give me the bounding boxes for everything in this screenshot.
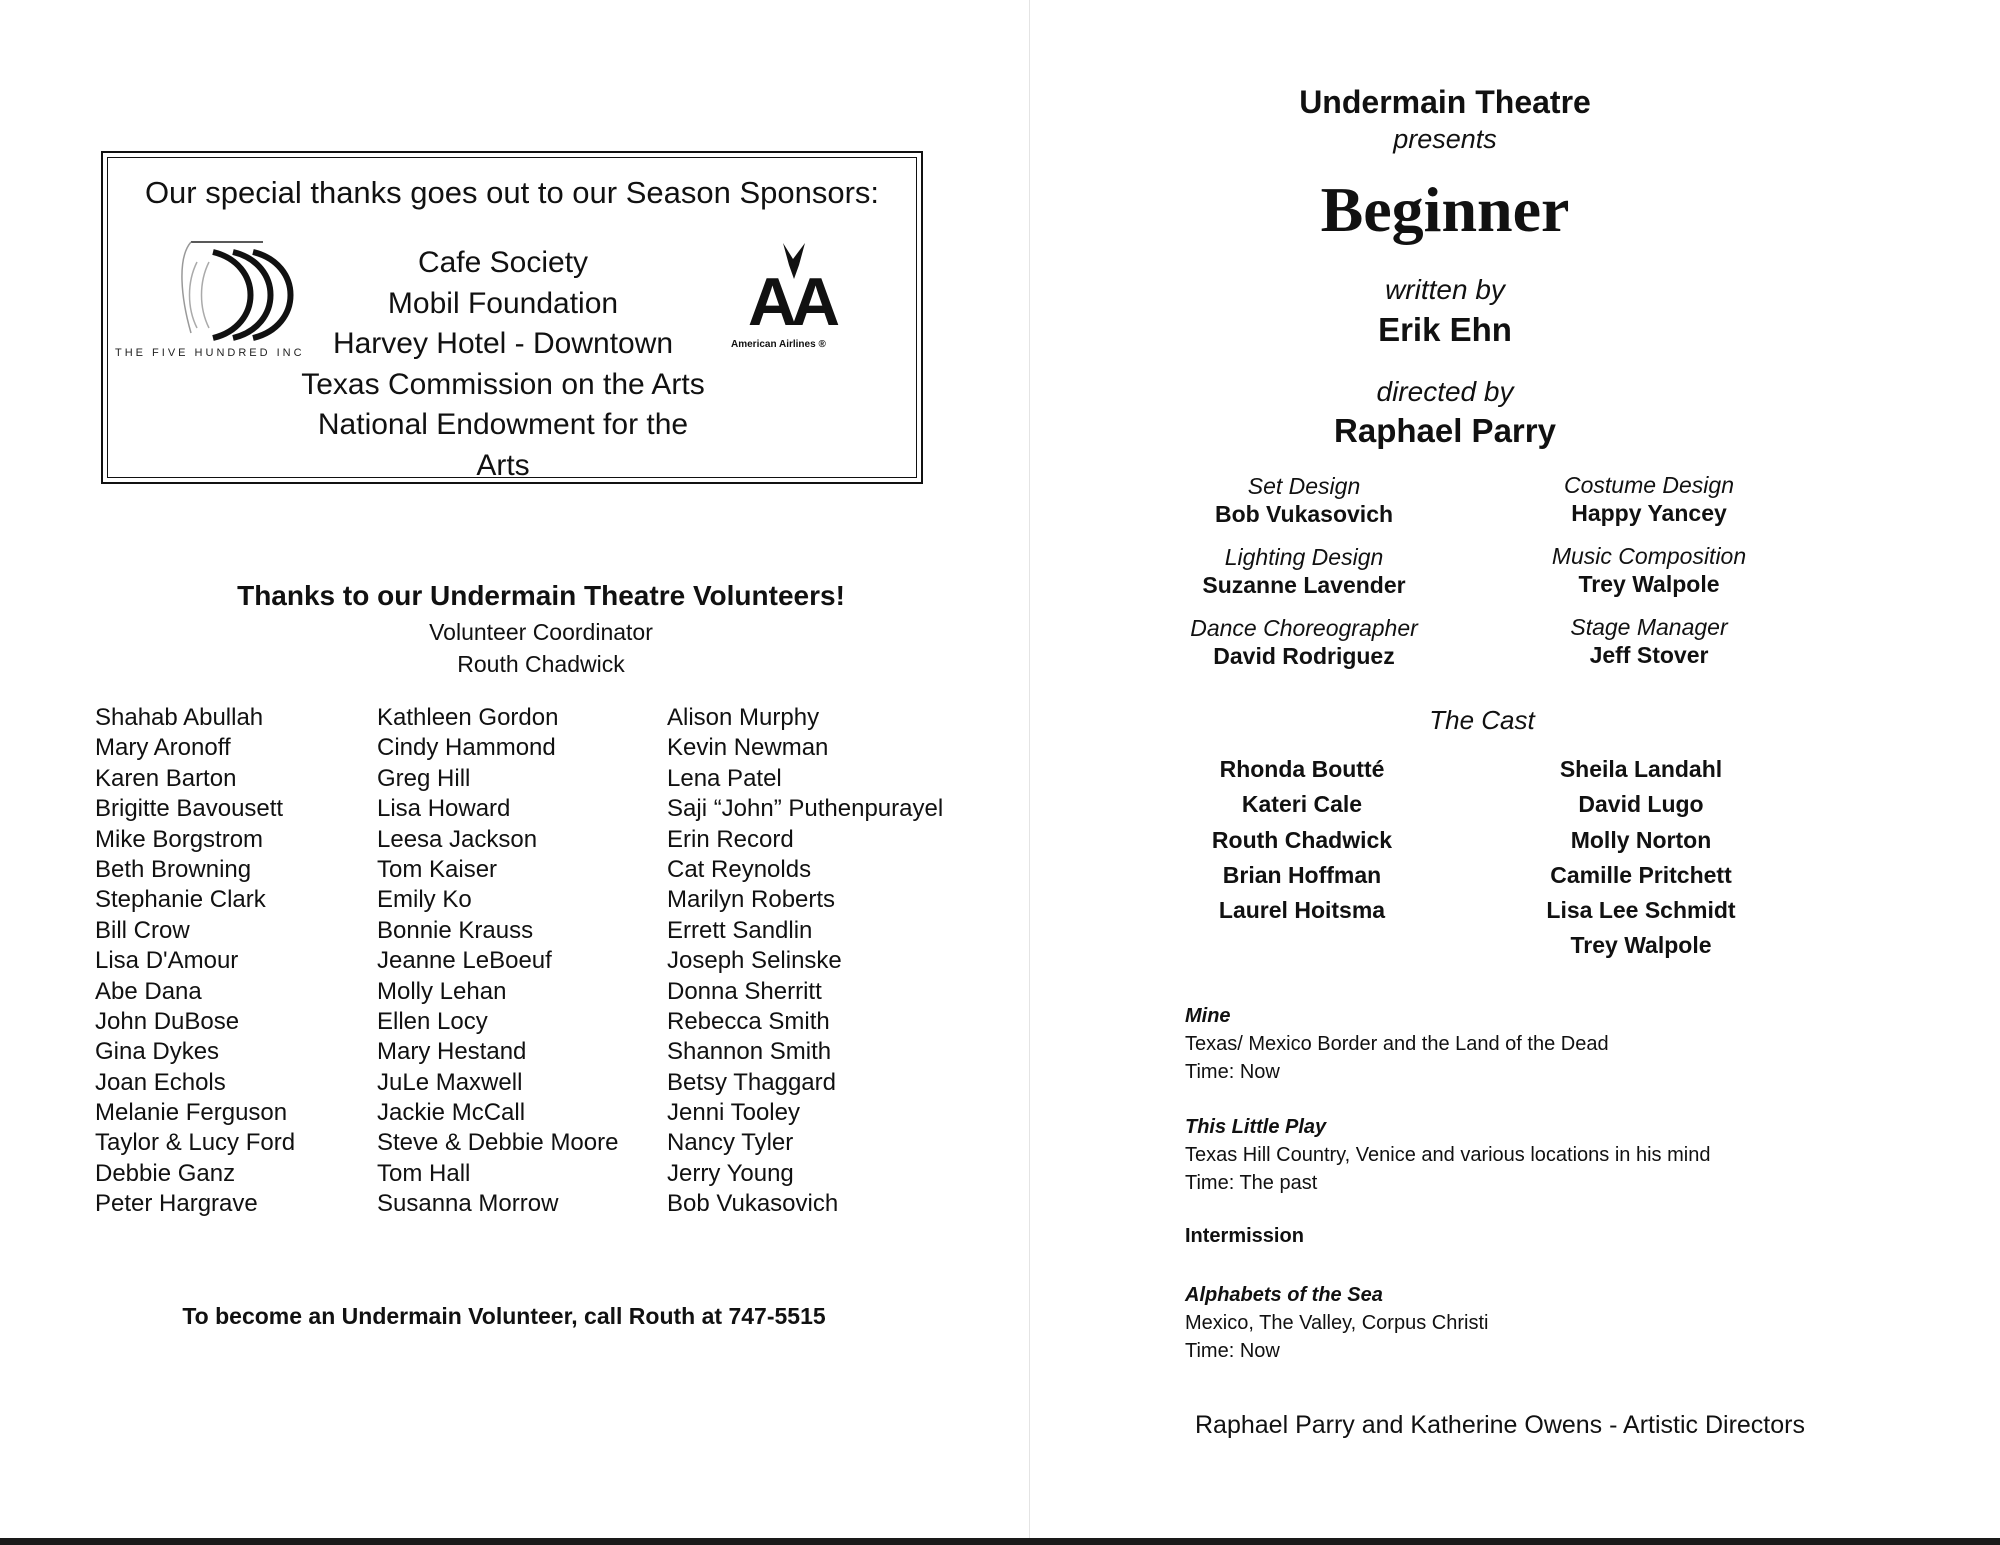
credit-set-design [1144, 472, 1464, 528]
volunteer-name: Bob Vukasovich [667, 1190, 839, 1218]
volunteer-name: Taylor & Lucy Ford [95, 1129, 296, 1157]
credit-name: David Rodriguez [1213, 643, 1395, 669]
scene-setting: Mexico, The Valley, Corpus Christi [1185, 1312, 1489, 1334]
cast-member: Brian Hoffman [1222, 861, 1382, 888]
volunteer-name: Jackie McCall [377, 1099, 526, 1127]
volunteer-name: Steve & Debbie Moore [377, 1129, 619, 1157]
volunteer-name: Lisa Howard [377, 795, 511, 823]
coordinator-name: Routh Chadwick [457, 651, 625, 677]
volunteer-name: Ellen Locy [377, 1007, 488, 1035]
title-block [1030, 0, 1860, 480]
volunteer-name: Joan Echols [95, 1068, 226, 1096]
volunteer-name: Bill Crow [95, 916, 190, 944]
artistic-directors: Raphael Parry and Katherine Owens - Artistic Directors [1195, 1411, 1805, 1439]
credit-costume-design [1489, 471, 1809, 527]
volunteer-column-3 [667, 703, 943, 1220]
cast-member: Laurel Hoitsma [1218, 897, 1386, 924]
cast-member: Camille Pritchett [1550, 861, 1732, 888]
credit-lighting-design [1144, 543, 1464, 599]
volunteer-name: Emily Ko [377, 886, 472, 914]
aa-logo-letters: AA [747, 264, 835, 340]
volunteer-name: Susanna Morrow [377, 1190, 559, 1218]
volunteer-name: Tom Kaiser [377, 855, 498, 883]
volunteer-name: Tom Hall [377, 1159, 471, 1187]
volunteer-name: Rebecca Smith [667, 1007, 830, 1035]
credit-name: Jeff Stover [1589, 642, 1709, 668]
volunteer-name: Lena Patel [667, 764, 782, 792]
volunteer-coordinator [0, 616, 1082, 680]
volunteer-name: Cat Reynolds [667, 855, 812, 883]
scan-bottom-edge [0, 1538, 2000, 1545]
writer-name: Erik Ehn [1378, 311, 1512, 348]
cast-member: Routh Chadwick [1211, 826, 1393, 853]
scene-title: This Little Play [1185, 1116, 1327, 1138]
credit-role: Costume Design [1563, 472, 1735, 498]
volunteers-heading: Thanks to our Undermain Theatre Volunteers! [237, 580, 845, 611]
scene-mine [1185, 1002, 1965, 1086]
credit-dance-choreographer [1144, 614, 1464, 670]
coordinator-label: Volunteer Coordinator [429, 619, 653, 645]
cast-label: The Cast [1429, 705, 1535, 735]
aa-logo-text: American Airlines ® [731, 339, 826, 350]
volunteer-name: Bonnie Krauss [377, 916, 534, 944]
cast-member: Lisa Lee Schmidt [1546, 897, 1736, 924]
sponsor-item: Cafe Society [417, 246, 589, 279]
cast-column-right [1471, 752, 1811, 964]
cast-member: Kateri Cale [1241, 791, 1363, 818]
sponsor-list [293, 243, 713, 486]
credit-role: Stage Manager [1570, 614, 1728, 640]
volunteer-name: Betsy Thaggard [667, 1068, 836, 1096]
american-airlines-logo [731, 241, 861, 351]
volunteer-name: JuLe Maxwell [377, 1068, 523, 1096]
cast-member: Sheila Landahl [1559, 756, 1723, 782]
credit-name: Bob Vukasovich [1214, 501, 1394, 527]
volunteer-name: Beth Browning [95, 855, 252, 883]
credit-role: Music Composition [1551, 543, 1747, 569]
volunteer-name: Peter Hargrave [95, 1190, 258, 1218]
sponsor-item: Mobil Foundation [387, 286, 619, 320]
credit-name: Happy Yancey [1571, 500, 1727, 526]
volunteer-name: Mary Aronoff [95, 734, 231, 762]
scene-time: Time: Now [1185, 1340, 1280, 1362]
intermission: Intermission [1185, 1225, 1304, 1247]
volunteer-name: Nancy Tyler [667, 1129, 794, 1157]
five-hundred-logo-text: THE FIVE HUNDRED INC [115, 347, 305, 359]
scene-setting: Texas/ Mexico Border and the Land of the Dead [1185, 1033, 1609, 1055]
presents-label: presents [1393, 124, 1497, 154]
volunteer-name: Shannon Smith [667, 1038, 832, 1066]
volunteer-name: Jerry Young [667, 1159, 794, 1187]
volunteer-name: Saji “John” Puthenpurayel [667, 795, 944, 823]
scene-time: Time: Now [1185, 1061, 1280, 1083]
credit-name: Suzanne Lavender [1202, 572, 1406, 598]
scene-this-little-play [1185, 1113, 1965, 1197]
volunteer-name: Brigitte Bavousett [95, 795, 284, 823]
volunteer-name: Erin Record [667, 825, 794, 853]
cast-member: Rhonda Boutté [1219, 756, 1385, 782]
cast-column-left [1132, 752, 1472, 928]
cast-member: Molly Norton [1570, 826, 1712, 853]
scene-alphabets-of-the-sea [1185, 1281, 1965, 1365]
volunteer-name: Greg Hill [377, 764, 471, 792]
volunteer-name: Melanie Ferguson [95, 1099, 288, 1127]
volunteer-column-2 [377, 703, 618, 1220]
volunteer-name: Jenni Tooley [667, 1099, 800, 1127]
volunteer-call-to-action: To become an Undermain Volunteer, call Routh at 747-5515 [182, 1303, 826, 1329]
presenter: Undermain Theatre [1299, 84, 1591, 120]
volunteer-name: Mike Borgstrom [95, 825, 264, 853]
volunteer-name: Donna Sherritt [667, 977, 822, 1005]
volunteer-name: Stephanie Clark [95, 886, 266, 914]
sponsor-item: Texas Commission on the Arts [301, 367, 705, 401]
volunteer-name: Marilyn Roberts [667, 886, 836, 914]
volunteer-name: Kathleen Gordon [377, 704, 559, 731]
credit-stage-manager [1489, 613, 1809, 669]
volunteer-name: Kevin Newman [667, 734, 829, 762]
directed-by-label: directed by [1376, 376, 1514, 407]
credit-music-composition [1489, 542, 1809, 598]
scene-title: Mine [1185, 1005, 1231, 1027]
volunteer-name: Jeanne LeBoeuf [377, 947, 552, 975]
volunteer-name: Joseph Selinske [667, 947, 842, 975]
volunteer-name: Molly Lehan [377, 977, 507, 1005]
volunteer-name: Debbie Ganz [95, 1159, 236, 1187]
director-name: Raphael Parry [1334, 412, 1556, 449]
volunteer-name: Gina Dykes [95, 1038, 220, 1066]
volunteer-name: Abe Dana [95, 977, 202, 1005]
scene-setting: Texas Hill Country, Venice and various locations in his mind [1185, 1144, 1711, 1166]
cast-member: David Lugo [1578, 791, 1704, 818]
play-title: Beginner [1320, 174, 1570, 245]
scene-time: Time: The past [1185, 1172, 1318, 1194]
volunteer-name: John DuBose [95, 1007, 240, 1035]
volunteer-name: Lisa D'Amour [95, 947, 239, 975]
sponsor-box [101, 151, 923, 484]
cast-member: Trey Walpole [1570, 932, 1712, 959]
volunteer-name: Errett Sandlin [667, 916, 813, 944]
volunteer-name: Alison Murphy [667, 704, 820, 731]
credit-role: Set Design [1247, 473, 1361, 499]
volunteer-name: Shahab Abullah [95, 704, 264, 731]
five-hundred-logo-icon [151, 238, 301, 348]
sponsor-title: Our special thanks goes out to our Season Sponsors: [144, 175, 880, 210]
written-by-label: written by [1385, 274, 1505, 305]
credit-name: Trey Walpole [1578, 571, 1720, 597]
credit-role: Lighting Design [1224, 544, 1384, 570]
credit-role: Dance Choreographer [1190, 615, 1418, 641]
scene-title: Alphabets of the Sea [1185, 1284, 1383, 1306]
volunteer-name: Cindy Hammond [377, 734, 556, 762]
volunteer-name: Karen Barton [95, 764, 237, 792]
volunteer-column-1 [95, 703, 295, 1220]
sponsor-item: Harvey Hotel - Downtown [332, 327, 674, 360]
volunteer-name: Leesa Jackson [377, 825, 538, 853]
volunteer-name: Mary Hestand [377, 1038, 527, 1066]
sponsor-item: National Endowment for the Arts [317, 408, 689, 482]
